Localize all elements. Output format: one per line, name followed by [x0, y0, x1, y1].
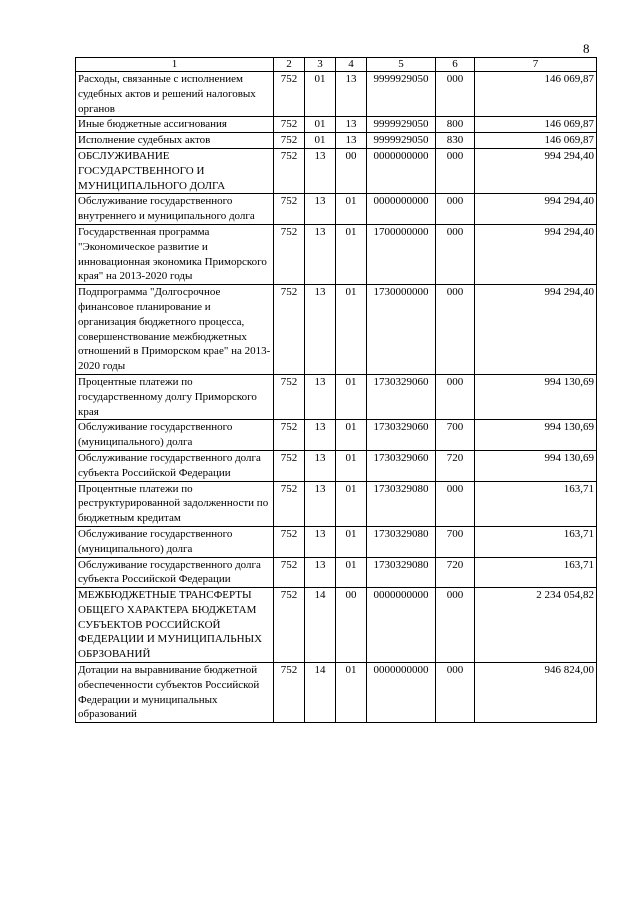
row-csr: 1730329060 — [367, 374, 436, 419]
row-name: Обслуживание государственного долга субъекта Российской Федерации — [76, 450, 274, 481]
row-vr: 000 — [436, 663, 475, 723]
row-rz: 13 — [305, 374, 336, 419]
row-pr: 01 — [336, 374, 367, 419]
table-row — [76, 224, 597, 284]
table-row — [76, 133, 597, 149]
row-vr: 700 — [436, 526, 475, 557]
row-ved: 752 — [274, 526, 305, 557]
row-amount: 146 069,87 — [475, 117, 597, 133]
table-row — [76, 588, 597, 663]
row-pr: 01 — [336, 450, 367, 481]
row-csr: 1700000000 — [367, 224, 436, 284]
budget-table — [75, 57, 597, 723]
row-csr: 1730329080 — [367, 557, 436, 588]
row-csr: 1730000000 — [367, 285, 436, 375]
row-csr: 1730329060 — [367, 420, 436, 451]
column-number: 6 — [436, 58, 475, 72]
row-amount: 994 294,40 — [475, 194, 597, 225]
column-number: 2 — [274, 58, 305, 72]
row-csr: 0000000000 — [367, 588, 436, 663]
row-pr: 01 — [336, 481, 367, 526]
row-pr: 00 — [336, 148, 367, 193]
row-ved: 752 — [274, 224, 305, 284]
row-amount: 994 130,69 — [475, 374, 597, 419]
row-rz: 13 — [305, 194, 336, 225]
table-row — [76, 663, 597, 723]
row-ved: 752 — [274, 194, 305, 225]
row-csr: 1730329060 — [367, 450, 436, 481]
table-row — [76, 117, 597, 133]
row-vr: 000 — [436, 285, 475, 375]
page-number: 8 — [583, 41, 590, 56]
row-pr: 01 — [336, 420, 367, 451]
table-row — [76, 194, 597, 225]
row-rz: 01 — [305, 117, 336, 133]
row-name: Государственная программа "Экономическое развитие и инновационная экономика Приморского края" на 2013-2020 годы — [76, 224, 274, 284]
row-pr: 01 — [336, 285, 367, 375]
row-rz: 13 — [305, 481, 336, 526]
row-amount: 994 294,40 — [475, 285, 597, 375]
row-vr: 700 — [436, 420, 475, 451]
row-csr: 0000000000 — [367, 148, 436, 193]
row-pr: 13 — [336, 117, 367, 133]
table-row — [76, 72, 597, 117]
row-name: Исполнение судебных актов — [76, 133, 274, 149]
table-row — [76, 420, 597, 451]
row-rz: 13 — [305, 224, 336, 284]
row-rz: 01 — [305, 133, 336, 149]
row-vr: 000 — [436, 374, 475, 419]
row-amount: 994 130,69 — [475, 450, 597, 481]
row-name: Процентные платежи по реструктурированной задолженности по бюджетным кредитам — [76, 481, 274, 526]
table-row — [76, 285, 597, 375]
row-csr: 0000000000 — [367, 194, 436, 225]
row-name: Обслуживание государственного внутреннего и муниципального долга — [76, 194, 274, 225]
row-vr: 000 — [436, 194, 475, 225]
row-amount: 146 069,87 — [475, 133, 597, 149]
column-number: 5 — [367, 58, 436, 72]
row-rz: 01 — [305, 72, 336, 117]
table-row — [76, 374, 597, 419]
row-vr: 830 — [436, 133, 475, 149]
row-rz: 13 — [305, 420, 336, 451]
row-ved: 752 — [274, 285, 305, 375]
row-csr: 1730329080 — [367, 526, 436, 557]
row-name: Обслуживание государственного долга субъекта Российской Федерации — [76, 557, 274, 588]
row-rz: 13 — [305, 285, 336, 375]
row-ved: 752 — [274, 588, 305, 663]
row-ved: 752 — [274, 420, 305, 451]
column-number: 4 — [336, 58, 367, 72]
column-number: 7 — [475, 58, 597, 72]
row-pr: 13 — [336, 133, 367, 149]
row-ved: 752 — [274, 133, 305, 149]
row-vr: 000 — [436, 72, 475, 117]
row-pr: 01 — [336, 194, 367, 225]
row-amount: 163,71 — [475, 481, 597, 526]
row-name: ОБСЛУЖИВАНИЕ ГОСУДАРСТВЕННОГО И МУНИЦИПАЛЬНОГО ДОЛГА — [76, 148, 274, 193]
row-name: Обслуживание государственного (муниципального) долга — [76, 526, 274, 557]
row-rz: 13 — [305, 450, 336, 481]
row-ved: 752 — [274, 374, 305, 419]
column-number: 3 — [305, 58, 336, 72]
row-pr: 00 — [336, 588, 367, 663]
row-amount: 946 824,00 — [475, 663, 597, 723]
table-row — [76, 526, 597, 557]
row-pr: 01 — [336, 224, 367, 284]
row-rz: 14 — [305, 588, 336, 663]
table-row — [76, 557, 597, 588]
row-csr: 9999929050 — [367, 72, 436, 117]
row-name: Процентные платежи по государственному долгу Приморского края — [76, 374, 274, 419]
row-pr: 13 — [336, 72, 367, 117]
row-csr: 1730329080 — [367, 481, 436, 526]
row-amount: 2 234 054,82 — [475, 588, 597, 663]
row-name: Расходы, связанные с исполнением судебных актов и решений налоговых органов — [76, 72, 274, 117]
table-row — [76, 450, 597, 481]
row-amount: 994 130,69 — [475, 420, 597, 451]
row-vr: 720 — [436, 450, 475, 481]
column-number: 1 — [76, 58, 274, 72]
row-amount: 163,71 — [475, 557, 597, 588]
row-pr: 01 — [336, 557, 367, 588]
table-row — [76, 481, 597, 526]
row-rz: 13 — [305, 557, 336, 588]
row-amount: 146 069,87 — [475, 72, 597, 117]
row-rz: 14 — [305, 663, 336, 723]
row-vr: 720 — [436, 557, 475, 588]
row-name: МЕЖБЮДЖЕТНЫЕ ТРАНСФЕРТЫ ОБЩЕГО ХАРАКТЕРА БЮДЖЕТАМ СУБЪЕКТОВ РОССИЙСКОЙ ФЕДЕРАЦИИ И МУНИЦИПАЛЬНЫХ ОБРЗОВАНИЙ — [76, 588, 274, 663]
row-vr: 000 — [436, 148, 475, 193]
row-csr: 9999929050 — [367, 133, 436, 149]
row-ved: 752 — [274, 481, 305, 526]
row-rz: 13 — [305, 148, 336, 193]
row-name: Подпрограмма "Долгосрочное финансовое планирование и организация бюджетного процесса, совершенствование межбюджетных отношений в Приморском крае" на 2013-2020 годы — [76, 285, 274, 375]
row-ved: 752 — [274, 450, 305, 481]
row-vr: 000 — [436, 224, 475, 284]
column-number-row — [76, 58, 597, 72]
row-vr: 000 — [436, 481, 475, 526]
row-name: Обслуживание государственного (муниципального) долга — [76, 420, 274, 451]
row-amount: 994 294,40 — [475, 224, 597, 284]
row-ved: 752 — [274, 557, 305, 588]
row-ved: 752 — [274, 117, 305, 133]
row-ved: 752 — [274, 663, 305, 723]
table-row — [76, 148, 597, 193]
row-pr: 01 — [336, 526, 367, 557]
row-ved: 752 — [274, 72, 305, 117]
row-name: Иные бюджетные ассигнования — [76, 117, 274, 133]
row-name: Дотации на выравнивание бюджетной обеспеченности субъектов Российской Федерации и муниципальных образований — [76, 663, 274, 723]
row-vr: 000 — [436, 588, 475, 663]
row-csr: 0000000000 — [367, 663, 436, 723]
row-amount: 994 294,40 — [475, 148, 597, 193]
row-pr: 01 — [336, 663, 367, 723]
row-amount: 163,71 — [475, 526, 597, 557]
row-vr: 800 — [436, 117, 475, 133]
row-ved: 752 — [274, 148, 305, 193]
row-rz: 13 — [305, 526, 336, 557]
row-csr: 9999929050 — [367, 117, 436, 133]
